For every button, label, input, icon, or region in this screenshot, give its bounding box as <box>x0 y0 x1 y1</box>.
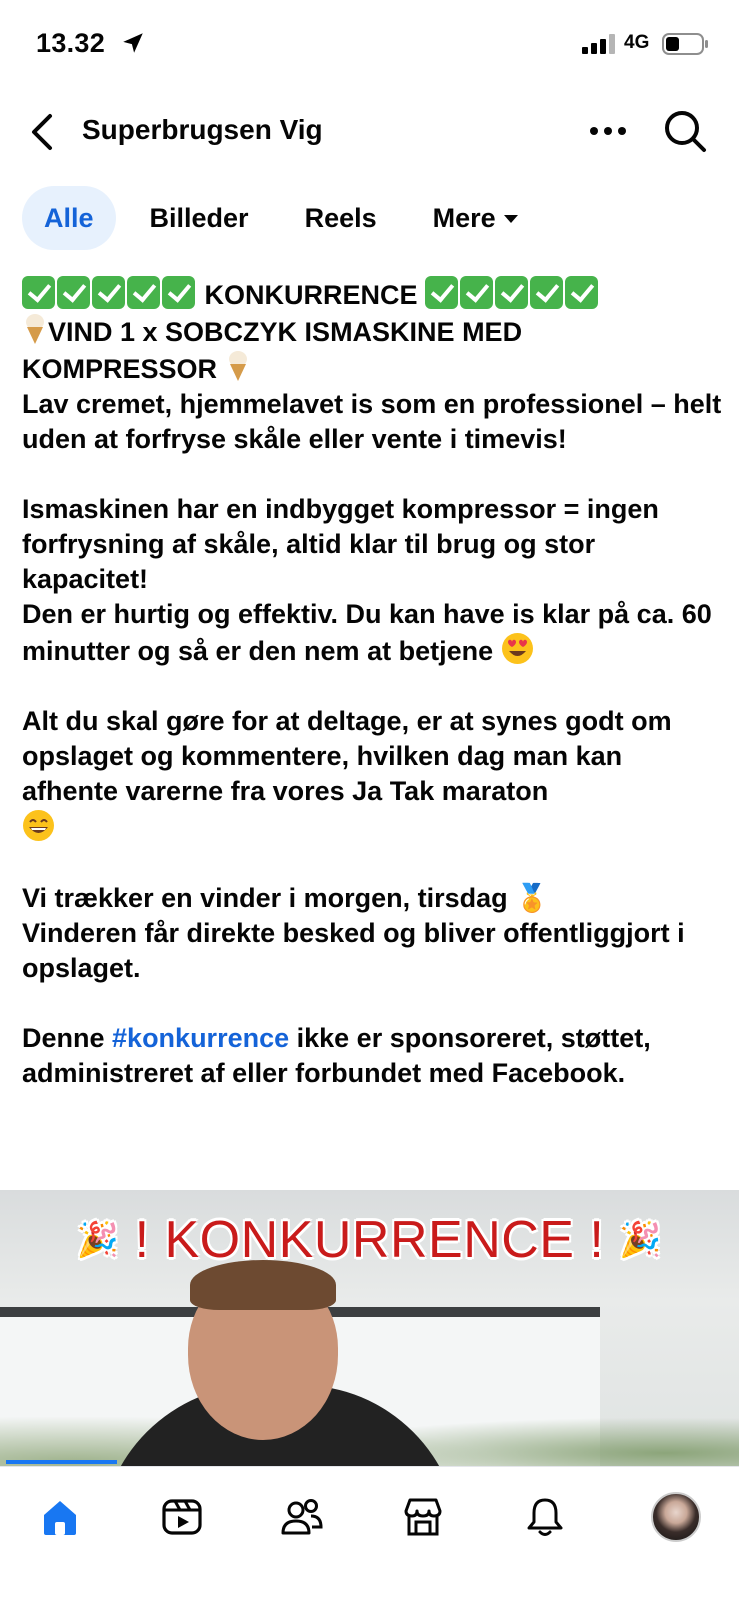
check-mark-icon <box>530 276 563 309</box>
post-intro: Lav cremet, hjemmelavet is som en professionel – helt uden at forfryse skåle eller vente i timevis! <box>22 389 722 454</box>
post-draw-line-1 <box>22 881 722 916</box>
back-arrow-icon[interactable] <box>26 110 60 154</box>
search-icon[interactable] <box>662 108 708 154</box>
post-text <box>22 276 722 1091</box>
ice-cream-icon <box>22 313 48 345</box>
network-type: 4G <box>624 32 650 53</box>
nav-notifications[interactable] <box>515 1487 575 1547</box>
marketplace-icon <box>401 1495 445 1539</box>
disclaimer-pre: Denne <box>22 1023 113 1053</box>
post-details-2: Den er hurtig og effektiv. Du kan have is klar på ca. 60 minutter og så er den nem at betjene <box>22 599 712 666</box>
caret-down-icon <box>504 215 518 223</box>
post-headline: KONKURRENCE <box>204 280 418 310</box>
bottom-nav <box>0 1466 739 1600</box>
nav-marketplace[interactable] <box>393 1487 453 1547</box>
friends-icon <box>280 1495 324 1539</box>
filter-tabs <box>22 185 552 251</box>
post-draw-1: Vi trækker en vinder i morgen, tirsdag <box>22 883 508 913</box>
post-details-1: Ismaskinen har en indbygget kompressor = ingen forfrysning af skåle, altid klar til brug og stor kapacitet! <box>22 494 659 594</box>
party-popper-icon: 🎉 <box>619 1220 663 1260</box>
check-mark-icon <box>565 276 598 309</box>
home-icon <box>38 1495 82 1539</box>
grin-emoji-line <box>22 809 722 846</box>
tab-label: Alle <box>44 203 94 233</box>
nav-profile[interactable] <box>646 1487 706 1547</box>
post-prize-line <box>22 313 722 350</box>
grinning-emoji-icon <box>22 809 55 842</box>
tab-mere[interactable] <box>411 186 540 250</box>
post-draw-2: Vinderen får direkte besked og bliver offentliggjort i opslaget. <box>22 918 685 983</box>
check-mark-icon <box>495 276 528 309</box>
status-bar <box>0 0 739 90</box>
tab-alle[interactable] <box>22 186 116 250</box>
tab-billeder[interactable] <box>128 186 271 250</box>
tab-label: Billeder <box>149 203 249 233</box>
nav-home[interactable] <box>30 1487 90 1547</box>
avatar <box>651 1492 701 1542</box>
video-progress-bar[interactable] <box>6 1460 117 1464</box>
video-player[interactable] <box>0 1190 739 1466</box>
battery-icon <box>662 33 710 55</box>
post-disclaimer <box>22 1021 722 1091</box>
signal-icon <box>582 34 616 54</box>
post-how-to-line <box>22 704 722 809</box>
prize-line-1: VIND 1 x SOBCZYK ISMASKINE MED <box>48 317 523 347</box>
post-details-2-line <box>22 597 722 669</box>
tab-label: Mere <box>432 203 496 233</box>
tab-reels[interactable] <box>283 186 399 250</box>
party-popper-icon: 🎉 <box>76 1220 120 1260</box>
nav-video[interactable] <box>152 1487 212 1547</box>
hashtag-link[interactable]: #konkurrence <box>112 1023 290 1053</box>
check-mark-icon <box>92 276 125 309</box>
page-title: Superbrugsen Vig <box>82 114 323 145</box>
check-mark-icon <box>22 276 55 309</box>
post-prize-line-2 <box>22 350 722 387</box>
medal-emoji: 🏅 <box>515 883 549 914</box>
video-icon <box>160 1495 204 1539</box>
video-title-overlay <box>0 1210 739 1270</box>
post-how-to: Alt du skal gøre for at deltage, er at synes godt om opslaget og kommentere, hvilken dag man kan afhente varerne fra vores Ja Tak maraton <box>22 706 672 806</box>
more-options-icon[interactable] <box>586 116 630 146</box>
ice-cream-icon <box>225 350 251 382</box>
bell-icon <box>523 1495 567 1539</box>
post-headline-line <box>22 276 722 313</box>
check-mark-icon <box>425 276 458 309</box>
check-mark-icon <box>162 276 195 309</box>
video-title: ! KONKURRENCE ! <box>134 1211 605 1269</box>
prize-line-2: KOMPRESSOR <box>22 354 218 384</box>
check-mark-icon <box>127 276 160 309</box>
status-time: 13.32 <box>36 28 106 58</box>
heart-eyes-emoji-icon <box>501 632 534 665</box>
page-header <box>0 100 739 164</box>
check-mark-icon <box>57 276 90 309</box>
nav-friends[interactable] <box>272 1487 332 1547</box>
location-arrow-icon <box>120 30 146 56</box>
check-mark-icon <box>460 276 493 309</box>
disclaimer-post: ikke er sponsoreret, støttet, administreret af eller forbundet med Facebook. <box>22 1023 651 1088</box>
tab-label: Reels <box>304 203 377 233</box>
